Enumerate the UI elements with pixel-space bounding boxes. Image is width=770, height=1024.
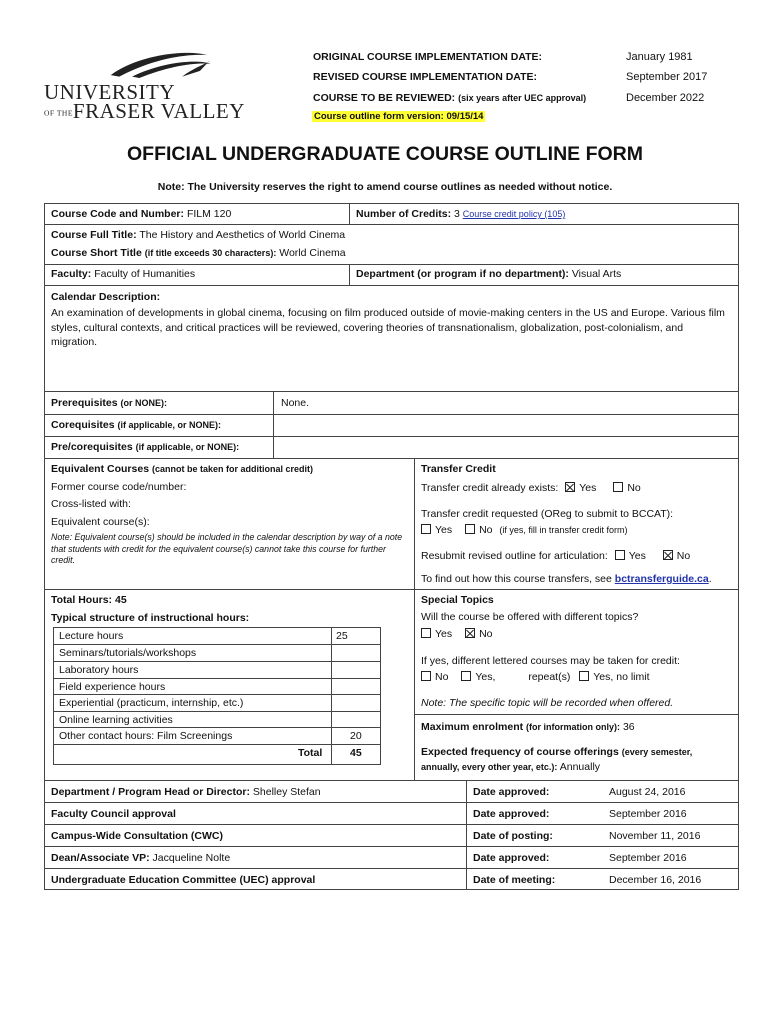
hours-row-label: Lecture hours <box>59 630 124 642</box>
approval-date-value: September 2016 <box>609 808 687 820</box>
approval-date-label: Date of posting: <box>473 830 553 842</box>
resubmit-no-checkbox[interactable] <box>663 550 673 560</box>
bctransfer-row: To find out how this course transfers, see bctransferguide.ca. <box>421 573 712 585</box>
hours-row-label: Field experience hours <box>59 681 166 693</box>
approval-dean: Dean/Associate VP: Jacqueline Nolte <box>51 852 231 864</box>
approval-date-value: September 2016 <box>609 852 687 864</box>
original-date-label: ORIGINAL COURSE IMPLEMENTATION DATE: <box>313 51 543 63</box>
calendar-label: Calendar Description: <box>51 291 161 303</box>
approval-date-label: Date of meeting: <box>473 874 556 886</box>
equivalent-course-field: Equivalent course(s): <box>51 516 150 528</box>
frequency-field-line2: annually, every other year, etc.): Annually <box>421 761 601 773</box>
transfer-requested-no-checkbox[interactable] <box>465 524 475 534</box>
original-date-value: January 1981 <box>626 51 693 63</box>
former-course-field: Former course code/number: <box>51 481 187 493</box>
review-date-value: December 2022 <box>626 92 705 104</box>
total-hours-field: Total Hours: 45 <box>51 594 127 606</box>
approval-date-value: December 16, 2016 <box>609 874 702 886</box>
credits-field: Number of Credits: 3 Course credit policy (105) <box>356 208 566 220</box>
calendar-description: An examination of developments in global cinema, focusing on film produced outside of movie-making centers in the US and Europe. Various film styles, cultural contexts, and critical practices will be reviewed, covering theories of transnationalism, globalization, post-colonialism, and migration. <box>51 307 725 348</box>
transfer-requested-row: Yes No (if yes, fill in transfer credit form) <box>421 524 627 536</box>
lettered-courses-row: No Yes, repeat(s) Yes, no limit <box>421 671 650 683</box>
review-date-label: COURSE TO BE REVIEWED: (six years after UEC approval) <box>313 92 587 104</box>
faculty-field: Faculty: Faculty of Humanities <box>51 268 196 280</box>
lettered-yes-checkbox[interactable] <box>461 671 471 681</box>
transfer-requested-label: Transfer credit requested (OReg to submit to BCCAT): <box>421 508 674 520</box>
transfer-credit-label: Transfer Credit <box>421 463 496 475</box>
department-field: Department (or program if no department): Visual Arts <box>356 268 622 280</box>
approval-date-label: Date approved: <box>473 808 550 820</box>
transfer-exists-no-checkbox[interactable] <box>613 482 623 492</box>
logo-of-the: OF THE <box>44 108 73 118</box>
full-title-field: Course Full Title: The History and Aesthetics of World Cinema <box>51 229 346 241</box>
precorequisites-label: Pre/corequisites (if applicable, or NONE): <box>51 441 240 453</box>
hours-row-value: 20 <box>350 730 362 742</box>
course-code-field: Course Code and Number: FILM 120 <box>51 208 232 220</box>
short-title-field: Course Short Title (if title exceeds 30 characters): World Cinema <box>51 247 346 259</box>
page-title: OFFICIAL UNDERGRADUATE COURSE OUTLINE FORM <box>126 143 644 165</box>
resubmit-row: Resubmit revised outline for articulation: Yes No <box>421 550 691 562</box>
credit-policy-link[interactable]: Course credit policy (105) <box>462 209 566 219</box>
frequency-field: Expected frequency of course offerings (every semester, <box>421 746 693 758</box>
approval-date-label: Date approved: <box>473 852 550 864</box>
prerequisites-value: None. <box>281 397 310 409</box>
equivalent-courses-label: Equivalent Courses (cannot be taken for additional credit) <box>51 463 313 475</box>
hours-row-label: Laboratory hours <box>59 664 139 676</box>
hours-row-value: 25 <box>336 630 348 642</box>
prerequisites-label: Prerequisites (or NONE): <box>51 397 167 409</box>
transfer-exists-row: Transfer credit already exists: Yes No <box>421 482 641 494</box>
approval-uec: Undergraduate Education Committee (UEC) approval <box>51 874 316 886</box>
special-topics-question: Will the course be offered with different topics? <box>421 611 639 623</box>
cross-listed-field: Cross-listed with: <box>51 498 131 510</box>
hours-row-label: Other contact hours: Film Screenings <box>59 730 233 742</box>
special-topics-no-checkbox[interactable] <box>465 628 475 638</box>
approval-dept-head: Department / Program Head or Director: Shelley Stefan <box>51 786 321 798</box>
approval-faculty-council: Faculty Council approval <box>51 808 176 820</box>
approval-date-value: August 24, 2016 <box>609 786 686 798</box>
special-topics-label: Special Topics <box>421 594 494 606</box>
logo-fraser-valley: OF THEFRASER VALLEY <box>44 99 245 123</box>
corequisites-label: Corequisites (if applicable, or NONE): <box>51 419 222 431</box>
special-topics-yes-checkbox[interactable] <box>421 628 431 638</box>
special-topics-note: Note: The specific topic will be recorded when offered. <box>421 697 674 709</box>
hours-total-value: 45 <box>350 747 362 759</box>
bctransferguide-link[interactable]: bctransferguide.ca <box>614 573 709 585</box>
lettered-courses-label: If yes, different lettered courses may be taken for credit: <box>421 655 680 667</box>
hours-total-label: Total <box>298 747 323 759</box>
approval-date-value: November 11, 2016 <box>609 830 701 842</box>
structure-label: Typical structure of instructional hours: <box>51 612 250 624</box>
max-enrolment-field: Maximum enrolment (for information only): 36 <box>421 721 635 733</box>
form-version: Course outline form version: 09/15/14 <box>314 111 484 122</box>
approval-cwc: Campus-Wide Consultation (CWC) <box>51 830 223 842</box>
special-topics-row: Yes No <box>421 628 493 640</box>
equivalent-note: Note: Equivalent course(s) should be included in the calendar description by way of a note that students with credit for the equivalent course(s) cannot take this course for further credit. <box>51 532 403 565</box>
approval-date-label: Date approved: <box>473 786 550 798</box>
logo-university: UNIVERSITY <box>44 80 175 104</box>
resubmit-yes-checkbox[interactable] <box>615 550 625 560</box>
transfer-requested-yes-checkbox[interactable] <box>421 524 431 534</box>
revised-date-value: September 2017 <box>626 71 708 83</box>
hours-row-label: Seminars/tutorials/workshops <box>59 647 197 659</box>
lettered-nolimit-checkbox[interactable] <box>579 671 589 681</box>
lettered-no-checkbox[interactable] <box>421 671 431 681</box>
hours-row-label: Online learning activities <box>59 714 173 726</box>
revised-date-label: REVISED COURSE IMPLEMENTATION DATE: <box>313 71 538 83</box>
hours-row-label: Experiential (practicum, internship, etc.) <box>59 697 244 709</box>
transfer-exists-yes-checkbox[interactable] <box>565 482 575 492</box>
amend-note: Note: The University reserves the right to amend course outlines as needed without notice. <box>157 181 613 193</box>
